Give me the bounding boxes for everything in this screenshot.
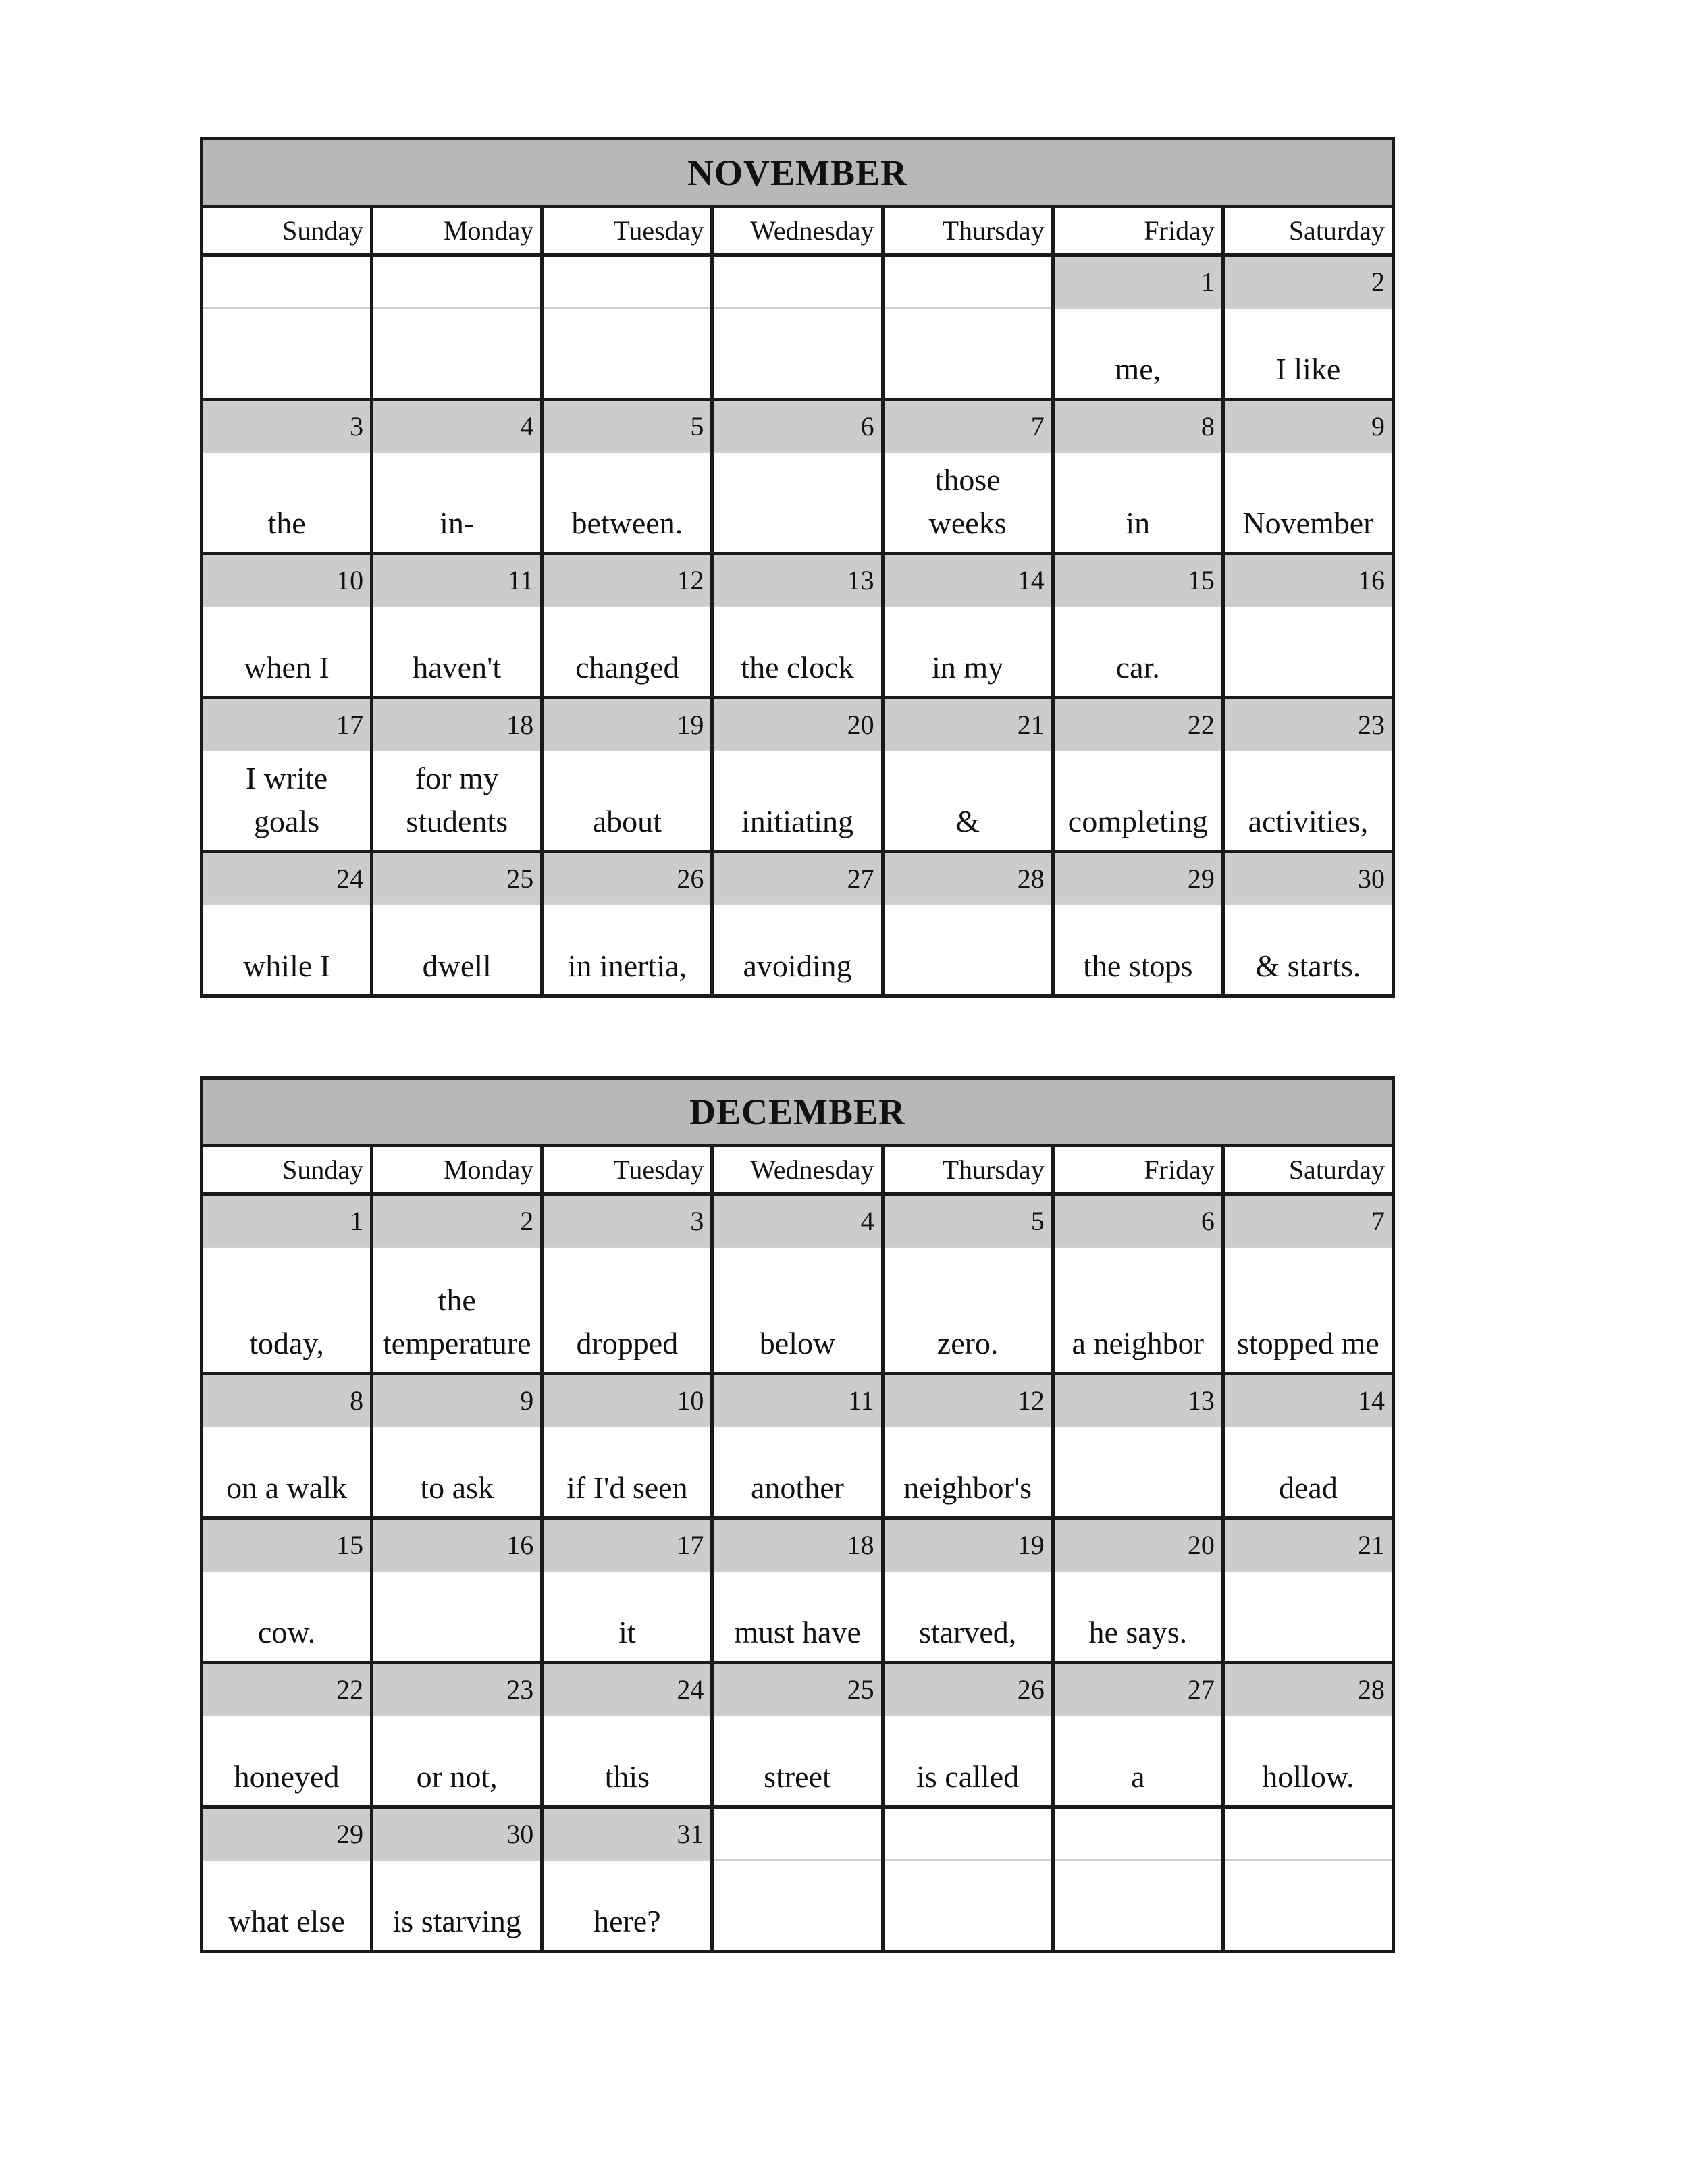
day-number: 28 — [1223, 1663, 1393, 1715]
week-4-words — [202, 751, 1394, 852]
day-words — [882, 606, 1053, 698]
weekday-monday: Monday — [372, 207, 542, 255]
week-4-words — [202, 1715, 1394, 1807]
day-number: 15 — [202, 1518, 372, 1571]
day-words — [1053, 308, 1223, 400]
day-words — [882, 1571, 1053, 1663]
day-words — [1053, 1715, 1223, 1807]
day-text: & — [955, 804, 980, 838]
day-number: 7 — [1223, 1194, 1393, 1247]
day-number — [1053, 1807, 1223, 1860]
week-3-words — [202, 1571, 1394, 1663]
day-text: I write goals — [245, 761, 328, 838]
day-number: 20 — [712, 698, 882, 751]
day-number: 20 — [1053, 1518, 1223, 1571]
weekday-thursday: Thursday — [882, 1146, 1053, 1194]
day-text: zero. — [937, 1326, 999, 1360]
day-number: 10 — [542, 1374, 712, 1427]
day-words — [882, 905, 1053, 996]
december-calendar — [200, 1076, 1395, 1953]
day-words — [202, 1715, 372, 1807]
day-number: 21 — [1223, 1518, 1393, 1571]
day-text: cow. — [257, 1615, 316, 1649]
week-2-day-numbers — [202, 1374, 1394, 1427]
day-text: stopped me — [1237, 1326, 1379, 1360]
day-number: 18 — [372, 698, 542, 751]
day-words — [1223, 1571, 1393, 1663]
day-number: 30 — [1223, 852, 1393, 905]
day-words — [1053, 1860, 1223, 1952]
day-number: 28 — [882, 852, 1053, 905]
day-words — [1053, 751, 1223, 852]
day-text: in inertia, — [567, 949, 687, 983]
week-1-day-numbers — [202, 1194, 1394, 1247]
day-text: dead — [1279, 1470, 1338, 1505]
day-words — [712, 308, 882, 400]
day-text: here? — [594, 1904, 661, 1938]
day-words — [542, 452, 712, 554]
day-number: 8 — [1053, 400, 1223, 452]
day-words — [1223, 1860, 1393, 1952]
day-number: 23 — [1223, 698, 1393, 751]
day-number: 25 — [372, 852, 542, 905]
weekday-saturday: Saturday — [1223, 207, 1393, 255]
day-words — [1053, 1427, 1223, 1518]
day-number: 1 — [1053, 255, 1223, 308]
day-text: when I — [244, 650, 329, 685]
day-number: 13 — [712, 554, 882, 606]
day-text: the temperature — [382, 1283, 531, 1360]
day-words — [202, 1247, 372, 1374]
day-text: about — [592, 804, 662, 838]
day-number — [542, 255, 712, 308]
week-5-day-numbers — [202, 1807, 1394, 1860]
week-2-day-numbers — [202, 400, 1394, 452]
day-words — [202, 751, 372, 852]
day-words — [202, 905, 372, 996]
weekday-wednesday: Wednesday — [712, 207, 882, 255]
day-text: below — [759, 1326, 836, 1360]
day-text: honeyed — [234, 1759, 340, 1794]
weekday-sunday: Sunday — [202, 1146, 372, 1194]
day-words — [372, 1571, 542, 1663]
week-4-day-numbers — [202, 1663, 1394, 1715]
week-3-words — [202, 606, 1394, 698]
day-text: in — [1126, 506, 1151, 540]
day-number: 22 — [1053, 698, 1223, 751]
day-words — [372, 452, 542, 554]
day-number: 29 — [202, 1807, 372, 1860]
day-words — [372, 905, 542, 996]
day-words — [882, 1427, 1053, 1518]
day-text: completing — [1067, 804, 1208, 838]
day-text: a neighbor — [1072, 1326, 1204, 1360]
day-text: in my — [932, 650, 1004, 685]
week-2-words — [202, 452, 1394, 554]
day-words — [712, 1571, 882, 1663]
week-1-words — [202, 308, 1394, 400]
weekday-saturday: Saturday — [1223, 1146, 1393, 1194]
weekday-sunday: Sunday — [202, 207, 372, 255]
day-number: 29 — [1053, 852, 1223, 905]
weekday-friday: Friday — [1053, 207, 1223, 255]
day-words — [1223, 1715, 1393, 1807]
day-text: dropped — [576, 1326, 679, 1360]
day-text: November — [1242, 506, 1374, 540]
day-words — [372, 1247, 542, 1374]
week-1-words — [202, 1247, 1394, 1374]
day-number: 12 — [542, 554, 712, 606]
day-text: must have — [734, 1615, 861, 1649]
day-number: 1 — [202, 1194, 372, 1247]
day-text: another — [751, 1470, 844, 1505]
day-number: 3 — [202, 400, 372, 452]
day-text: for my students — [406, 761, 508, 838]
day-number: 16 — [372, 1518, 542, 1571]
day-words — [202, 1571, 372, 1663]
day-words — [712, 1427, 882, 1518]
day-text: it — [618, 1615, 636, 1649]
day-words — [1053, 452, 1223, 554]
day-text: on a walk — [226, 1470, 347, 1505]
weekday-tuesday: Tuesday — [542, 1146, 712, 1194]
day-number: 14 — [1223, 1374, 1393, 1427]
weekday-header-row — [202, 207, 1394, 255]
week-2-words — [202, 1427, 1394, 1518]
day-words — [372, 1860, 542, 1952]
day-text: avoiding — [743, 949, 852, 983]
day-words — [542, 751, 712, 852]
day-text: what else — [228, 1904, 345, 1938]
day-text: is starving — [392, 1904, 521, 1938]
day-words — [542, 308, 712, 400]
day-words — [1223, 308, 1393, 400]
day-number: 17 — [542, 1518, 712, 1571]
day-words — [372, 606, 542, 698]
day-text: is called — [916, 1759, 1020, 1794]
day-text: this — [604, 1759, 650, 1794]
day-text: haven't — [413, 650, 502, 685]
day-words — [1223, 905, 1393, 996]
day-text: activities, — [1248, 804, 1369, 838]
day-words — [202, 1427, 372, 1518]
day-number: 6 — [1053, 1194, 1223, 1247]
day-number — [1223, 1807, 1393, 1860]
day-number: 19 — [542, 698, 712, 751]
week-3-day-numbers — [202, 1518, 1394, 1571]
day-words — [1223, 751, 1393, 852]
week-5-words — [202, 1860, 1394, 1952]
day-text: me, — [1115, 352, 1161, 386]
month-title: DECEMBER — [202, 1078, 1394, 1146]
day-words — [542, 1427, 712, 1518]
day-text: changed — [575, 650, 679, 685]
month-title: NOVEMBER — [202, 139, 1394, 207]
day-number: 15 — [1053, 554, 1223, 606]
day-number: 14 — [882, 554, 1053, 606]
day-text: those weeks — [928, 462, 1007, 540]
day-text: dwell — [422, 949, 492, 983]
day-text: if I'd seen — [566, 1470, 688, 1505]
day-words — [712, 606, 882, 698]
day-text: initiating — [741, 804, 854, 838]
day-number: 2 — [372, 1194, 542, 1247]
week-5-words — [202, 905, 1394, 996]
day-text: car. — [1115, 650, 1160, 685]
day-text: the stops — [1083, 949, 1193, 983]
day-number: 8 — [202, 1374, 372, 1427]
day-number: 10 — [202, 554, 372, 606]
day-number: 2 — [1223, 255, 1393, 308]
day-words — [372, 1427, 542, 1518]
day-words — [712, 452, 882, 554]
day-number: 24 — [202, 852, 372, 905]
day-words — [882, 308, 1053, 400]
day-number: 6 — [712, 400, 882, 452]
day-words — [1223, 1427, 1393, 1518]
day-number: 27 — [712, 852, 882, 905]
weekday-monday: Monday — [372, 1146, 542, 1194]
november-table — [200, 137, 1395, 998]
day-number: 11 — [372, 554, 542, 606]
day-number: 27 — [1053, 1663, 1223, 1715]
day-words — [542, 1715, 712, 1807]
day-words — [882, 1247, 1053, 1374]
day-number: 11 — [712, 1374, 882, 1427]
day-text: neighbor's — [903, 1470, 1032, 1505]
day-words — [542, 1860, 712, 1952]
day-text: the clock — [741, 650, 854, 685]
day-words — [712, 751, 882, 852]
day-number — [712, 1807, 882, 1860]
day-words — [372, 1715, 542, 1807]
day-words — [882, 1860, 1053, 1952]
day-words — [1223, 606, 1393, 698]
day-number: 26 — [542, 852, 712, 905]
day-words — [712, 905, 882, 996]
day-words — [712, 1247, 882, 1374]
day-words — [202, 452, 372, 554]
day-number: 30 — [372, 1807, 542, 1860]
day-number: 5 — [542, 400, 712, 452]
day-words — [542, 1247, 712, 1374]
week-5-day-numbers — [202, 852, 1394, 905]
day-words — [1053, 905, 1223, 996]
day-number: 17 — [202, 698, 372, 751]
november-calendar — [200, 137, 1395, 998]
day-words — [202, 606, 372, 698]
day-words — [542, 1571, 712, 1663]
day-number: 3 — [542, 1194, 712, 1247]
day-number: 9 — [1223, 400, 1393, 452]
day-words — [372, 751, 542, 852]
day-number: 25 — [712, 1663, 882, 1715]
day-text: between. — [571, 506, 683, 540]
day-text: hollow. — [1262, 1759, 1354, 1794]
weekday-tuesday: Tuesday — [542, 207, 712, 255]
day-number: 4 — [712, 1194, 882, 1247]
day-words — [712, 1715, 882, 1807]
december-table — [200, 1076, 1395, 1953]
day-words — [202, 308, 372, 400]
day-number: 23 — [372, 1663, 542, 1715]
day-number — [882, 1807, 1053, 1860]
day-text: street — [764, 1759, 831, 1794]
day-number: 19 — [882, 1518, 1053, 1571]
day-words — [882, 452, 1053, 554]
day-words — [202, 1860, 372, 1952]
day-number: 21 — [882, 698, 1053, 751]
day-number — [372, 255, 542, 308]
day-words — [542, 606, 712, 698]
day-text: or not, — [416, 1759, 498, 1794]
day-number — [202, 255, 372, 308]
day-number: 9 — [372, 1374, 542, 1427]
day-number: 13 — [1053, 1374, 1223, 1427]
day-number — [882, 255, 1053, 308]
day-text: to ask — [420, 1470, 494, 1505]
day-words — [1223, 452, 1393, 554]
day-words — [882, 751, 1053, 852]
day-words — [542, 905, 712, 996]
day-text: the — [267, 506, 306, 540]
weekday-thursday: Thursday — [882, 207, 1053, 255]
day-words — [372, 308, 542, 400]
day-number: 24 — [542, 1663, 712, 1715]
day-text: a — [1131, 1759, 1145, 1794]
week-3-day-numbers — [202, 554, 1394, 606]
day-number: 16 — [1223, 554, 1393, 606]
day-number: 4 — [372, 400, 542, 452]
week-1-day-numbers — [202, 255, 1394, 308]
day-number: 18 — [712, 1518, 882, 1571]
day-text: & starts. — [1255, 949, 1361, 983]
day-words — [712, 1860, 882, 1952]
day-words — [1053, 1247, 1223, 1374]
day-number: 12 — [882, 1374, 1053, 1427]
day-text: in- — [440, 506, 475, 540]
day-text: he says. — [1088, 1615, 1188, 1649]
day-number: 22 — [202, 1663, 372, 1715]
day-text: I like — [1275, 352, 1341, 386]
day-words — [1223, 1247, 1393, 1374]
day-words — [1053, 606, 1223, 698]
day-words — [1053, 1571, 1223, 1663]
weekday-header-row — [202, 1146, 1394, 1194]
week-4-day-numbers — [202, 698, 1394, 751]
day-number: 31 — [542, 1807, 712, 1860]
day-text: today, — [249, 1326, 324, 1360]
day-number: 5 — [882, 1194, 1053, 1247]
weekday-friday: Friday — [1053, 1146, 1223, 1194]
weekday-wednesday: Wednesday — [712, 1146, 882, 1194]
day-text: while I — [243, 949, 331, 983]
day-number — [712, 255, 882, 308]
day-words — [882, 1715, 1053, 1807]
day-text: starved, — [918, 1615, 1017, 1649]
day-number: 26 — [882, 1663, 1053, 1715]
day-number: 7 — [882, 400, 1053, 452]
